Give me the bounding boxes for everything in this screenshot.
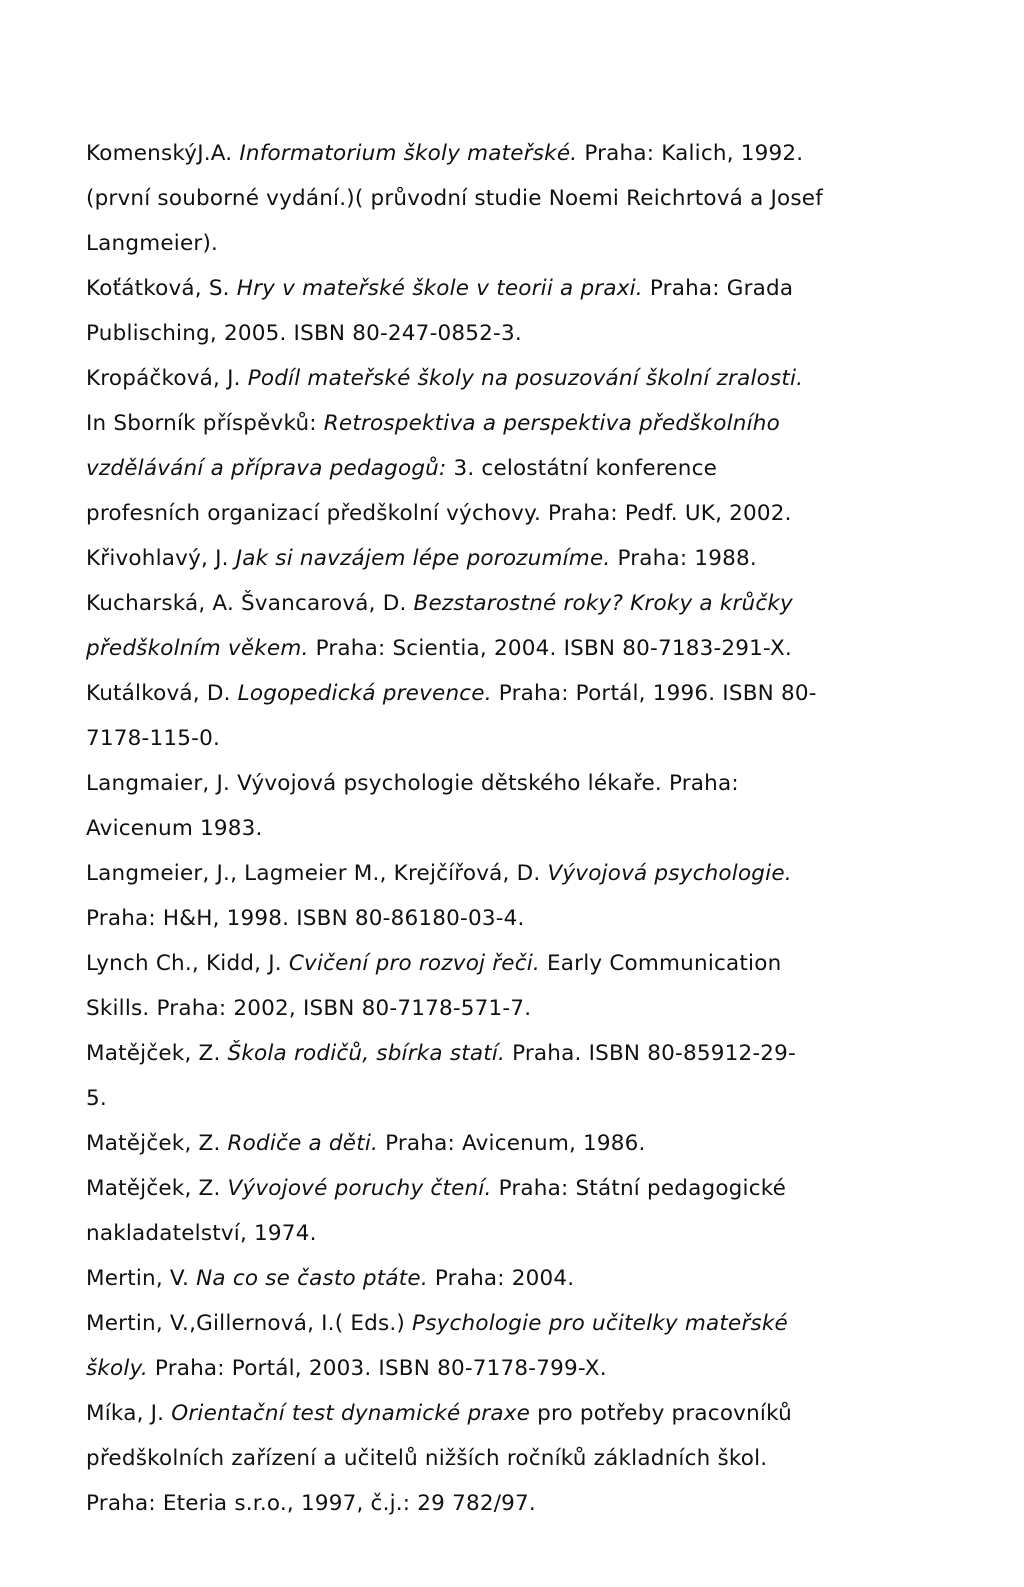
italic-title-text: Škola rodičů, sbírka statí. bbox=[227, 1041, 506, 1066]
bibliography-entry bbox=[86, 941, 936, 1031]
entry-text: Praha: Eteria s.r.o., 1997, č.j.: 29 782/97. bbox=[86, 1491, 536, 1516]
entry-line bbox=[86, 1481, 936, 1526]
entry-line bbox=[86, 311, 936, 356]
entry-line bbox=[86, 851, 936, 896]
entry-text: Mertin, V. bbox=[86, 1266, 197, 1291]
entry-text: Early Communication bbox=[539, 951, 782, 976]
entry-line bbox=[86, 356, 936, 401]
entry-line bbox=[86, 1301, 936, 1346]
italic-title-text: Podíl mateřské školy na posuzování školní zralosti. bbox=[247, 366, 804, 391]
entry-text: KomenskýJ.A. bbox=[86, 141, 240, 166]
entry-line bbox=[86, 941, 936, 986]
entry-line bbox=[86, 1121, 936, 1166]
italic-title-text: Logopedická prevence. bbox=[237, 681, 492, 706]
entry-text: Praha: 2004. bbox=[427, 1266, 575, 1291]
italic-title-text: Hry v mateřské škole v teorii a praxi. bbox=[236, 276, 643, 301]
bibliography-entry bbox=[86, 131, 936, 266]
entry-line bbox=[86, 536, 936, 581]
entry-line bbox=[86, 1076, 936, 1121]
bibliography-entry bbox=[86, 536, 936, 581]
entry-line bbox=[86, 671, 936, 716]
entry-line bbox=[86, 176, 936, 221]
entry-text: Langmeier, J., Lagmeier M., Krejčířová, D. bbox=[86, 861, 548, 886]
entry-line bbox=[86, 1211, 936, 1256]
bibliography-entry bbox=[86, 1301, 936, 1391]
entry-line bbox=[86, 1031, 936, 1076]
bibliography-entry bbox=[86, 581, 936, 671]
italic-title-text: vzdělávání a příprava pedagogů: bbox=[86, 456, 447, 481]
italic-title-text: Vývojové poruchy čtení. bbox=[227, 1176, 492, 1201]
entry-line bbox=[86, 896, 936, 941]
italic-title-text: předškolním věkem. bbox=[86, 636, 309, 661]
entry-text: Praha. ISBN 80-85912-29- bbox=[505, 1041, 797, 1066]
entry-text: Praha: Portál, 2003. ISBN 80-7178-799-X. bbox=[147, 1356, 607, 1381]
italic-title-text: Informatorium školy mateřské. bbox=[239, 141, 578, 166]
entry-text: Praha: Kalich, 1992. bbox=[577, 141, 804, 166]
entry-line bbox=[86, 446, 936, 491]
italic-title-text: Bezstarostné roky? Kroky a krůčky bbox=[413, 591, 793, 616]
entry-text: Avicenum 1983. bbox=[86, 816, 263, 841]
entry-text: Mertin, V.,Gillernová, I.( Eds.) bbox=[86, 1311, 413, 1336]
italic-title-text: Psychologie pro učitelky mateřské bbox=[412, 1311, 788, 1336]
bibliography-entry bbox=[86, 1391, 936, 1526]
entry-line bbox=[86, 581, 936, 626]
entry-line bbox=[86, 221, 936, 266]
bibliography-entry bbox=[86, 266, 936, 356]
entry-text: Praha: 1988. bbox=[610, 546, 757, 571]
entry-text: In Sborník příspěvků: bbox=[86, 411, 324, 436]
entry-text: profesních organizací předškolní výchovy. Praha: Pedf. UK, 2002. bbox=[86, 501, 792, 526]
entry-text: (první souborné vydání.)( průvodní studie Noemi Reichrtová a Josef bbox=[86, 186, 823, 211]
entry-text: Praha: Státní pedagogické bbox=[491, 1176, 787, 1201]
bibliography-entry bbox=[86, 1166, 936, 1256]
italic-title-text: školy. bbox=[86, 1356, 148, 1381]
italic-title-text: Cvičení pro rozvoj řeči. bbox=[288, 951, 540, 976]
entry-line bbox=[86, 1436, 936, 1481]
entry-line bbox=[86, 1346, 936, 1391]
entry-line bbox=[86, 806, 936, 851]
bibliography-entry bbox=[86, 851, 936, 941]
bibliography-entry bbox=[86, 1256, 936, 1301]
entry-text: Praha: H&H, 1998. ISBN 80-86180-03-4. bbox=[86, 906, 525, 931]
entry-text: Praha: Portál, 1996. ISBN 80- bbox=[491, 681, 817, 706]
entry-text: Kutálková, D. bbox=[86, 681, 238, 706]
italic-title-text: Rodiče a děti. bbox=[227, 1131, 379, 1156]
bibliography-list bbox=[86, 131, 936, 1526]
entry-line bbox=[86, 761, 936, 806]
italic-title-text: Na co se často ptáte. bbox=[196, 1266, 428, 1291]
entry-text: Křivohlavý, J. bbox=[86, 546, 236, 571]
entry-line bbox=[86, 986, 936, 1031]
entry-text: nakladatelství, 1974. bbox=[86, 1221, 317, 1246]
entry-text: Matějček, Z. bbox=[86, 1131, 228, 1156]
bibliography-entry bbox=[86, 761, 936, 851]
italic-title-text: Retrospektiva a perspektiva předškolního bbox=[323, 411, 780, 436]
entry-line bbox=[86, 1256, 936, 1301]
entry-text: Praha: Avicenum, 1986. bbox=[378, 1131, 646, 1156]
entry-line bbox=[86, 1166, 936, 1211]
entry-line bbox=[86, 131, 936, 176]
entry-text: Skills. Praha: 2002, ISBN 80-7178-571-7. bbox=[86, 996, 532, 1021]
entry-line bbox=[86, 266, 936, 311]
entry-text: Publisching, 2005. ISBN 80-247-0852-3. bbox=[86, 321, 522, 346]
entry-line bbox=[86, 491, 936, 536]
entry-text: Matějček, Z. bbox=[86, 1041, 228, 1066]
entry-line bbox=[86, 626, 936, 671]
bibliography-entry bbox=[86, 1121, 936, 1166]
entry-text: 3. celostátní konference bbox=[446, 456, 718, 481]
italic-title-text: Orientační test dynamické praxe bbox=[171, 1401, 531, 1426]
entry-line bbox=[86, 401, 936, 446]
entry-text: předškolních zařízení a učitelů nižších ročníků základních škol. bbox=[86, 1446, 768, 1471]
entry-text: Lynch Ch., Kidd, J. bbox=[86, 951, 289, 976]
bibliography-entry bbox=[86, 671, 936, 761]
entry-text: Koťátková, S. bbox=[86, 276, 237, 301]
entry-line bbox=[86, 716, 936, 761]
entry-text: pro potřeby pracovníků bbox=[530, 1401, 792, 1426]
bibliography-entry bbox=[86, 1031, 936, 1121]
italic-title-text: Jak si navzájem lépe porozumíme. bbox=[235, 546, 611, 571]
italic-title-text: Vývojová psychologie. bbox=[547, 861, 792, 886]
entry-text: Praha: Grada bbox=[642, 276, 794, 301]
entry-text: 7178-115-0. bbox=[86, 726, 220, 751]
entry-line bbox=[86, 1391, 936, 1436]
entry-text: Langmaier, J. Vývojová psychologie dětského lékaře. Praha: bbox=[86, 771, 739, 796]
entry-text: 5. bbox=[86, 1086, 107, 1111]
entry-text: Kropáčková, J. bbox=[86, 366, 248, 391]
entry-text: Kucharská, A. Švancarová, D. bbox=[86, 591, 414, 616]
entry-text: Míka, J. bbox=[86, 1401, 172, 1426]
bibliography-entry bbox=[86, 356, 936, 536]
entry-text: Langmeier). bbox=[86, 231, 219, 256]
entry-text: Matějček, Z. bbox=[86, 1176, 228, 1201]
entry-text: Praha: Scientia, 2004. ISBN 80-7183-291-X. bbox=[308, 636, 792, 661]
